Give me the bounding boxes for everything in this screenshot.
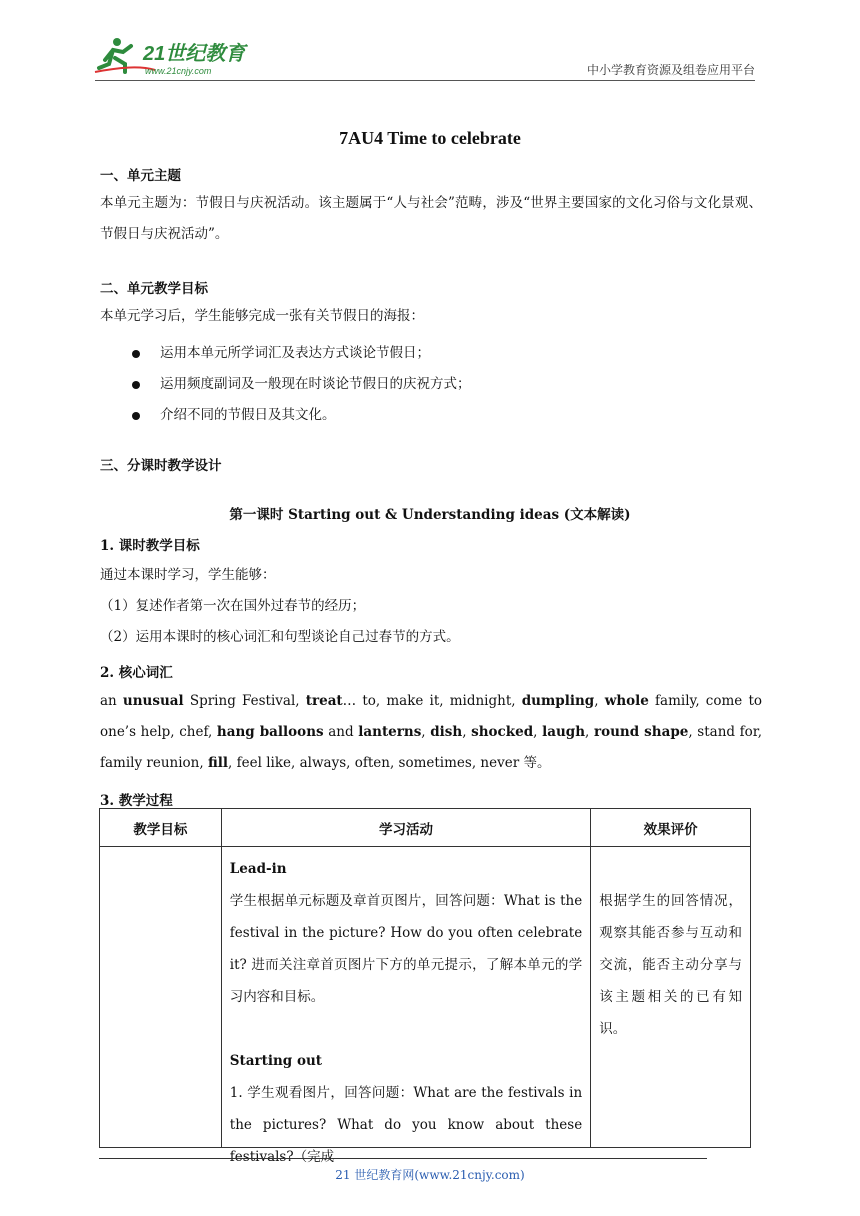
section2-intro: 本单元学习后，学生能够完成一张有关节假日的海报： [100, 308, 424, 324]
footer-link[interactable]: 21 世纪教育网(www.21cnjy.com) [335, 1168, 525, 1182]
section3-heading: 三、分课时教学设计 [100, 458, 222, 474]
section2-heading: 二、单元教学目标 [100, 281, 208, 297]
svg-text:21世纪教育: 21世纪教育 [143, 43, 246, 65]
column-header: 学习活动 [221, 809, 590, 847]
evaluation-cell [591, 847, 751, 1148]
platform-name: 中小学教育资源及组卷应用平台 [586, 63, 755, 77]
goal-item: （1）复述作者第一次在国外过春节的经历； [100, 598, 366, 614]
vocab-heading: 2. 核心词汇 [100, 665, 173, 681]
runner-logo-icon [95, 34, 260, 78]
site-logo [95, 34, 260, 78]
goals-intro: 通过本课时学习，学生能够： [100, 567, 276, 583]
teaching-process-table [99, 808, 751, 1165]
spacer [230, 1013, 582, 1045]
svg-text:www.21cnjy.com: www.21cnjy.com [145, 66, 212, 76]
starting-title: Starting out [229, 1053, 323, 1069]
starting-text: 1. 学生观看图片，回答问题：What are the festivals in the pictures? What do you know about these festivals?（完成 [229, 1085, 583, 1165]
section1-heading: 一、单元主题 [100, 168, 181, 184]
footer-divider [99, 1158, 707, 1159]
document-title: 7AU4 Time to celebrate [339, 128, 521, 148]
table-row [100, 847, 751, 1148]
goal-bullet: 运用本单元所学词汇及表达方式谈论节假日； [132, 341, 430, 361]
evaluation-text: 根据学生的回答情况，观察其能否参与互动和交流，能否主动分享与该主题相关的已有知识。 [599, 893, 742, 1037]
leadin-title: Lead-in [229, 861, 287, 877]
header-divider [95, 80, 755, 81]
bullet-icon [132, 350, 140, 358]
goal-bullet: 运用频度副词及一般现在时谈论节假日的庆祝方式； [132, 372, 471, 392]
bullet-icon [132, 412, 140, 420]
leadin-text: 学生根据单元标题及章首页图片，回答问题：What is the festival in the picture? How do you often celebrate it? 进而关注章首页图片下方的单元提示，了解本单元的学习内容和目标。 [229, 893, 583, 1005]
goal-item: （2）运用本课时的核心词汇和句型谈论自己过春节的方式。 [100, 629, 460, 645]
goal-cell [100, 847, 222, 1148]
vocab-text: an unusual Spring Festival, treat… to, make it, midnight, dumpling, whole family, come to one’s help, chef, hang balloons and lanterns, dish, shocked, laugh, round shape, stand for, family reunion, fill, feel like, always, often, sometimes, never 等。 [100, 693, 763, 771]
table-header-row [100, 809, 751, 847]
column-header: 效果评价 [591, 809, 751, 847]
goal-bullet: 介绍不同的节假日及其文化。 [132, 403, 336, 423]
lesson-title: 第一课时 Starting out & Understanding ideas (文本解读) [229, 507, 631, 523]
section1-text: 本单元主题为：节假日与庆祝活动。该主题属于“人与社会”范畴，涉及“世界主要国家的文化习俗与文化景观、节假日与庆祝活动”。 [100, 195, 762, 242]
activity-cell [221, 847, 590, 1165]
column-header: 教学目标 [100, 809, 222, 847]
process-heading: 3. 教学过程 [100, 793, 173, 809]
goals-heading: 1. 课时教学目标 [100, 538, 200, 554]
bullet-icon [132, 381, 140, 389]
